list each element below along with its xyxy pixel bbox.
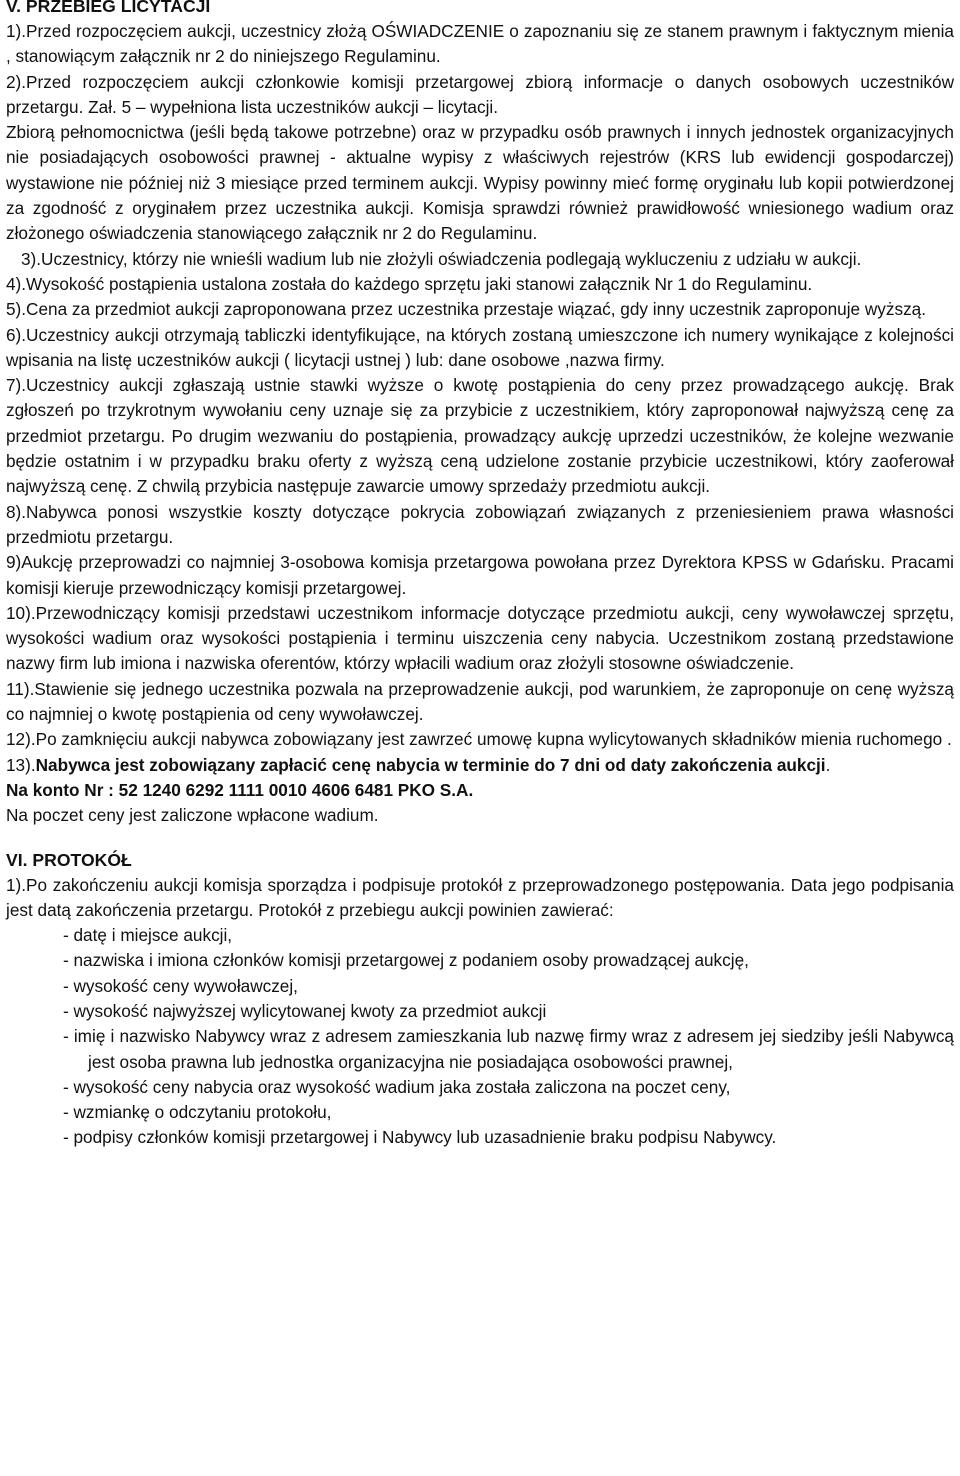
protocol-contents-list bbox=[6, 923, 954, 1151]
paragraph-5-4: 4).Wysokość postąpienia ustalona została do każdego sprzętu jaki stanowi załącznik Nr 1 do Regulaminu. bbox=[6, 273, 813, 294]
paragraph-5-13-number: 13). bbox=[6, 754, 36, 775]
section-6-heading: VI. PROTOKÓŁ bbox=[6, 849, 132, 870]
paragraph-5-12: 12).Po zamknięciu aukcji nabywca zobowiązany jest zawrzeć umowę kupna wylicytowanych składników mienia ruchomego . bbox=[6, 729, 952, 750]
paragraph-5-1: 1).Przed rozpoczęciem aukcji, uczestnicy złożą OŚWIADCZENIE o zapoznaniu się ze stanem prawnym i faktycznym mienia , stanowiącym załącznik nr 2 do niniejszego Regulaminu. bbox=[6, 21, 954, 67]
paragraph-5-3: 3).Uczestnicy, którzy nie wnieśli wadium lub nie złożyli oświadczenia podlegają wykluczeniu z udziału w aukcji. bbox=[21, 248, 862, 269]
deposit-note: Na poczet ceny jest zaliczone wpłacone wadium. bbox=[6, 805, 379, 826]
section-gap bbox=[6, 829, 954, 848]
list-item: - wysokość najwyższej wylicytowanej kwoty za przedmiot aukcji bbox=[63, 1000, 547, 1021]
payment-deadline-text: Nabywca jest zobowiązany zapłacić cenę nabycia w terminie do 7 dni od daty zakończenia aukcji bbox=[35, 754, 826, 775]
paragraph-5-11: 11).Stawienie się jednego uczestnika pozwala na przeprowadzenie aukcji, pod warunkiem, że zaproponuje on cenę wyższą co najmniej o kwotę postąpienia od ceny wywoławczej. bbox=[6, 678, 954, 725]
paragraph-5-10: 10).Przewodniczący komisji przedstawi uczestnikom informacje dotyczące przedmiotu aukcji, ceny wywoławczej sprzętu, wysokości wadium oraz wysokości postąpienia i terminu uiszczenia ceny nabycia. Uczestnikom zostaną przedstawione nazwy firm lub imiona i nazwiska oferentów, którzy wpłacili wadium oraz złożyli stosowne oświadczenie. bbox=[6, 602, 954, 674]
paragraph-5-13 bbox=[6, 753, 954, 778]
list-item: - nazwiska i imiona członków komisji przetargowej z podaniem osoby prowadzącej aukcję, bbox=[63, 950, 749, 971]
paragraph-5-2b: Zbiorą pełnomocnictwa (jeśli będą takowe potrzebne) oraz w przypadku osób prawnych i innych jednostek organizacyjnych nie posiadających osobowości prawnej - aktualne wypisy z właściwych rejestrów (KRS lub ewidencji gospodarczej) wystawione nie później niż 3 miesiące przed terminem aukcji. Wypisy powinny mieć formę oryginału lub kopii potwierdzonej za zgodność z oryginałem przez uczestnika aukcji. Komisja sprawdzi również prawidłowość wniesionego wadium oraz złożonego oświadczenia stanowiącego załącznik nr 2 do Regulaminu. bbox=[6, 122, 954, 244]
section-5-heading: V. PRZEBIEG LICYTACJI bbox=[6, 0, 211, 16]
paragraph-5-13-period: . bbox=[825, 754, 831, 775]
list-item: - wysokość ceny nabycia oraz wysokość wadium jaka została zaliczona na poczet ceny, bbox=[63, 1076, 731, 1097]
paragraph-6-1: 1).Po zakończeniu aukcji komisja sporządza i podpisuje protokół z przeprowadzonego postępowania. Data jego podpisania jest datą zakończenia przetargu. Protokół z przebiegu aukcji powinien zawierać: bbox=[6, 874, 954, 920]
paragraph-5-6: 6).Uczestnicy aukcji otrzymają tabliczki identyfikujące, na których zostaną umieszczone ich numery wynikające z kolejności wpisania na listę uczestników aukcji ( licytacji ustnej ) lub: dane osobowe ,nazwa firmy. bbox=[6, 324, 954, 370]
paragraph-5-2: 2).Przed rozpoczęciem aukcji członkowie komisji przetargowej zbiorą informacje o danych osobowych uczestników przetargu. Zał. 5 – wypełniona lista uczestników aukcji – licytacji. bbox=[6, 71, 954, 117]
paragraph-5-8: 8).Nabywca ponosi wszystkie koszty dotyczące pokrycia zobowiązań związanych z przeniesieniem prawa własności przedmiotu przetargu. bbox=[6, 501, 954, 547]
list-item: - datę i miejsce aukcji, bbox=[63, 925, 233, 946]
list-item: - wysokość ceny wywoławczej, bbox=[63, 975, 298, 996]
list-item: - wzmiankę o odczytaniu protokołu, bbox=[63, 1102, 332, 1123]
list-item: - podpisy członków komisji przetargowej i Nabywcy lub uzasadnienie braku podpisu Nabywcy. bbox=[63, 1127, 777, 1148]
paragraph-5-5: 5).Cena za przedmiot aukcji zaproponowana przez uczestnika przestaje wiązać, gdy inny uczestnik zaproponuje wyższą. bbox=[6, 299, 927, 320]
paragraph-5-7: 7).Uczestnicy aukcji zgłaszają ustnie stawki wyższe o kwotę postąpienia do ceny przez prowadzącego aukcję. Brak zgłoszeń po trzykrotnym wywołaniu ceny uznaje się za przybicie z uczestnikiem, który zaproponował najwyższą cenę za przedmiot przetargu. Po drugim wezwaniu do postąpienia, prowadzący aukcję uprzedzi uczestników, że kolejne wezwanie będzie ostatnim i w przypadku braku oferty z wyższą ceną udzielone zostanie przybicie uczestnikowi, który zaoferował najwyższą cenę. Z chwilą przybicia następuje zawarcie umowy sprzedaży przedmiotu aukcji. bbox=[6, 375, 954, 497]
list-item: - imię i nazwisko Nabywcy wraz z adresem zamieszkania lub nazwę firmy wraz z adresem jej siedziby jeśli Nabywcą jest osoba prawna lub jednostka organizacyjna nie posiadająca osobowości prawnej, bbox=[63, 1026, 954, 1072]
paragraph-5-9: 9)Aukcję przeprowadzi co najmniej 3-osobowa komisja przetargowa powołana przez Dyrektora KPSS w Gdańsku. Pracami komisji kieruje przewodniczący komisji przetargowej. bbox=[6, 552, 954, 598]
bank-account-line: Na konto Nr : 52 1240 6292 1111 0010 4606 6481 PKO S.A. bbox=[6, 779, 474, 800]
